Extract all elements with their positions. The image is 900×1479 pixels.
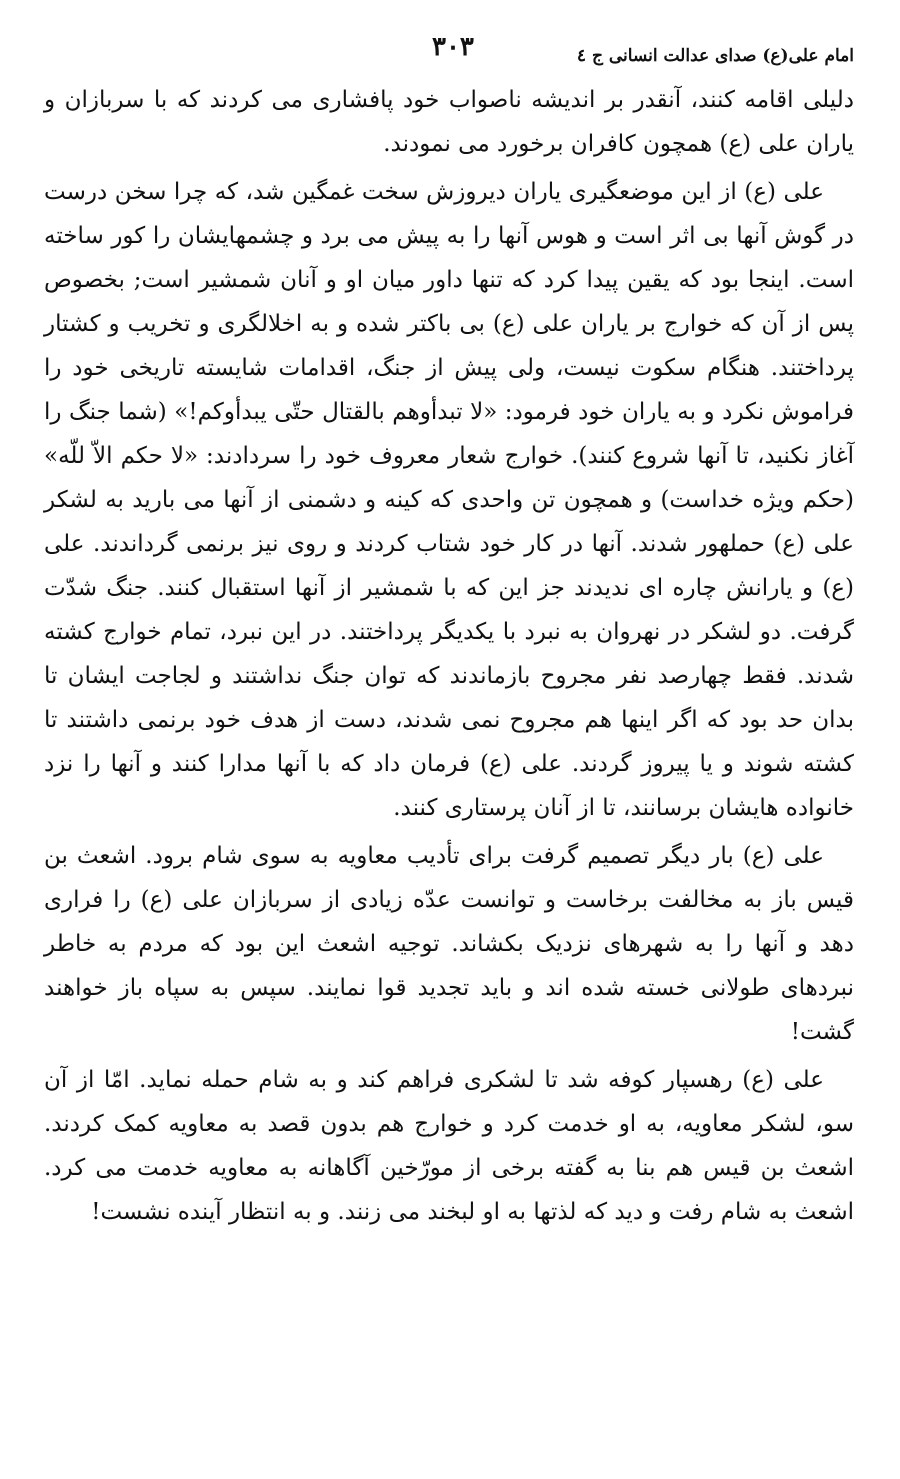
body-text bbox=[44, 78, 854, 1234]
page-header bbox=[44, 32, 854, 78]
paragraph: علی (ع) بار دیگر تصمیم گرفت برای تأدیب معاویه به سوی شام برود. اشعث بن قیس باز به مخالفت برخاست و توانست عدّه زیادی از سربازان علی (ع) را فراری دهد و آنها را به شهرهای نزدیک بکشاند. توجیه اشعث این بود که مردم به خاطر نبردهای طولانی خسته شده اند و باید تجدید قوا نمایند. سپس به سپاه باز خواهند گشت! bbox=[44, 843, 854, 1045]
paragraph: علی (ع) رهسپار کوفه شد تا لشکری فراهم کند و به شام حمله نماید. امّا از آن سو، لشکر معاویه، به او خدمت کرد و خوارج هم بدون قصد به معاویه کمک کردند. اشعث بن قیس هم بنا به گفته برخی از مورّخین آگاهانه به معاویه خدمت می کرد. اشعث به شام رفت و دید که لذتها به او لبخند می زنند. و به انتظار آینده نشست! bbox=[44, 1067, 854, 1225]
running-title: امام علی(ع) صدای عدالت انسانی ج ٤ bbox=[576, 46, 854, 66]
paragraph: دلیلی اقامه کنند، آنقدر بر اندیشه ناصواب خود پافشاری می کردند که با سربازان و یاران علی (ع) همچون کافران برخورد می نمودند. bbox=[44, 87, 854, 157]
paragraph: علی (ع) از این موضعگیری یاران دیروزش سخت غمگین شد، که چرا سخن درست در گوش آنها بی اثر است و هوس آنها را به پیش می برد و چشمهایشان را کور ساخته است. اینجا بود که یقین پیدا کرد که تنها داور میان او و آنان شمشیر است; بخصوص پس از آن که خوارج بر یاران علی (ع) بی باکتر شده و به اخلالگری و تخریب و کشتار پرداختند. هنگام سکوت نیست، ولی پیش از جنگ، اقدامات شایسته تاریخی خود را فراموش نکرد و به یاران خود فرمود: «لا تبدأوهم بالقتال حتّی یبدأوکم!» (شما جنگ را آغاز نکنید، تا آنها شروع کنند). خوارج شعار معروف خود را سردادند: «لا حکم الاّ للّه» (حکم ویژه خداست) و همچون تن واحدی که کینه و دشمنی از آنها می بارید به لشکر علی (ع) حملهور شدند. آنها در کار خود شتاب کردند و روی نیز برنمی گرداندند. علی (ع) و یارانش چاره ای ندیدند جز این که با شمشیر از آنها استقبال کنند. جنگ شدّت گرفت. دو لشکر در نهروان به نبرد با یکدیگر پرداختند. در این نبرد، تمام خوارج کشته شدند. فقط چهارصد نفر مجروح بازماندند که توان جنگ نداشتند و لجاجت ایشان تا بدان حد بود که اگر اینها هم مجروح نمی شدند، دست از هدف خود برنمی داشتند تا کشته شوند و یا پیروز گردند. علی (ع) فرمان داد که با آنها مدارا کنند و آنها را نزد خانواده هایشان برسانند، تا از آنان پرستاری کنند. bbox=[44, 179, 854, 821]
page-number: ٣٠٣ bbox=[432, 32, 474, 62]
